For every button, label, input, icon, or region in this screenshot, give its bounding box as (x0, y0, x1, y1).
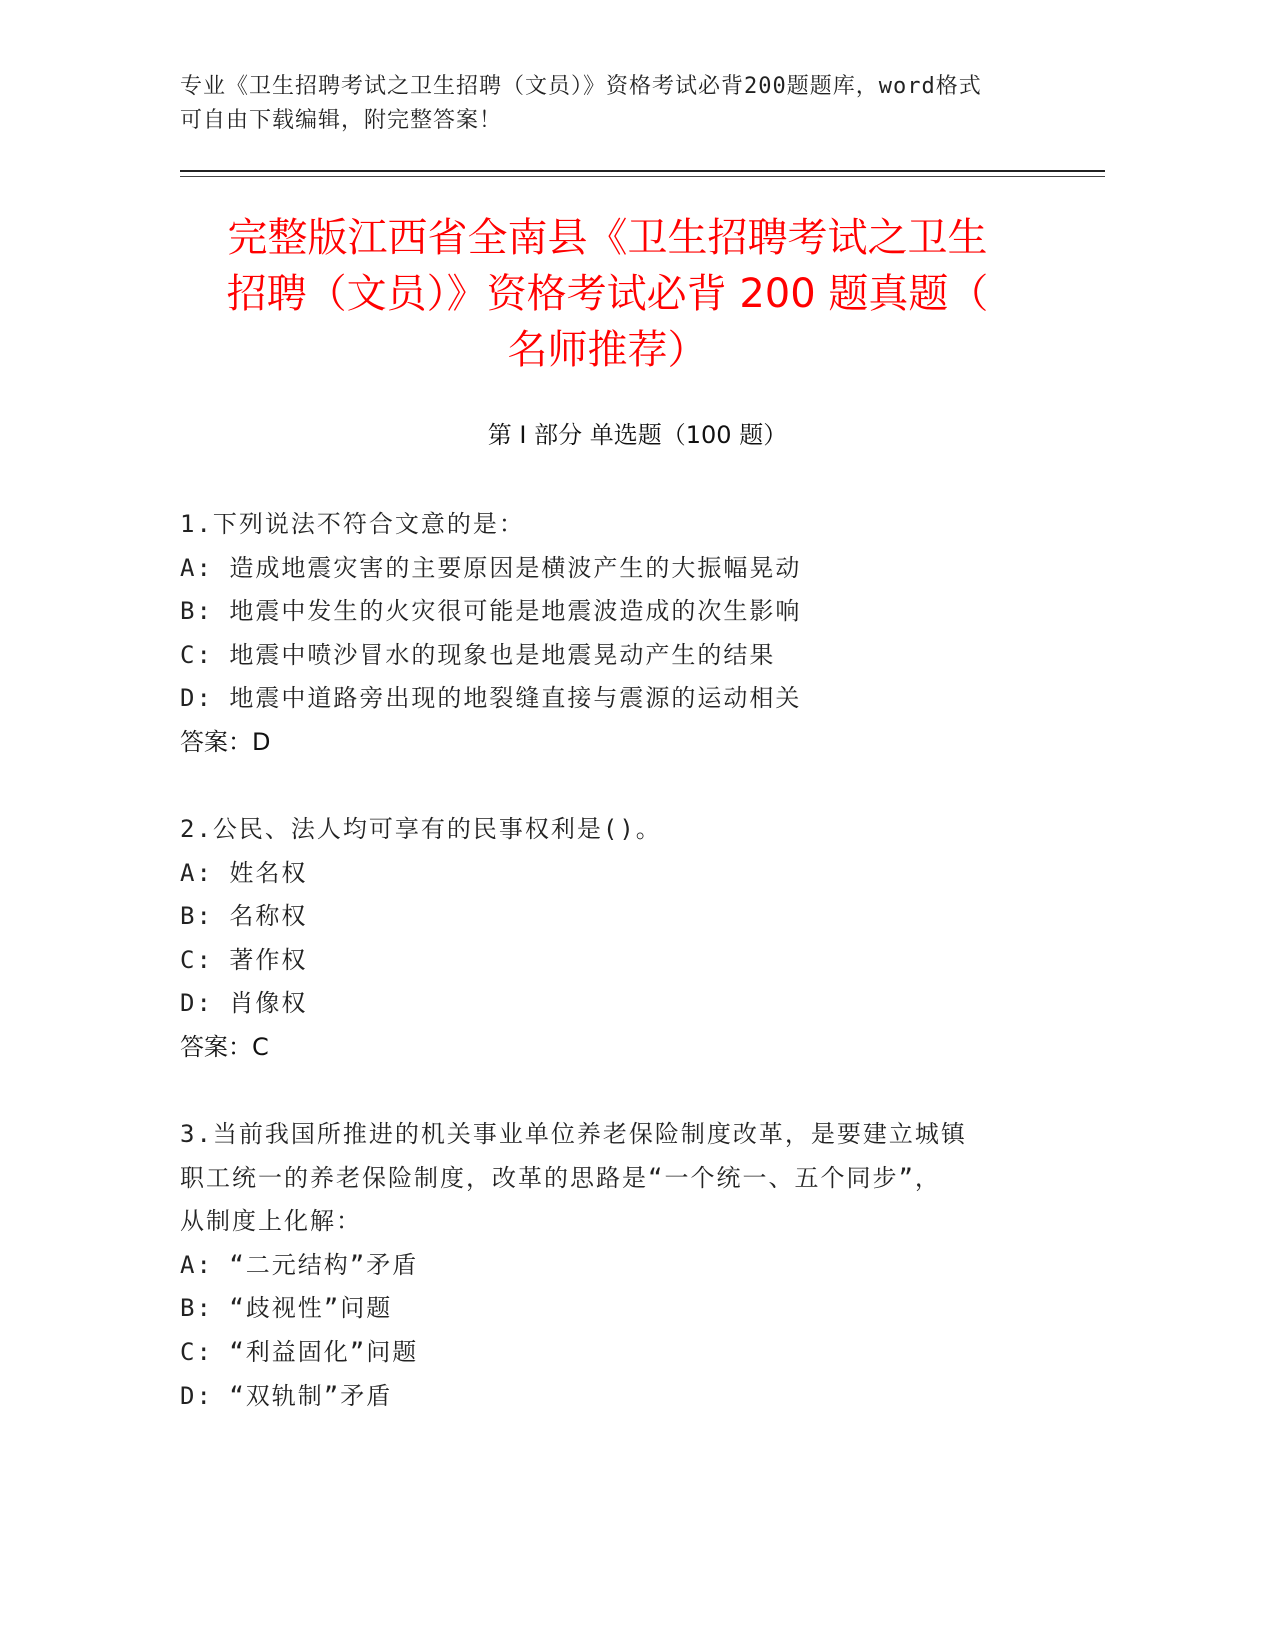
question-2 (180, 808, 1080, 1070)
option-b: B: 名称权 (180, 902, 308, 931)
document-title (170, 210, 1045, 378)
answer: 答案：D (180, 727, 271, 756)
header-note-line-1: 专业《卫生招聘考试之卫生招聘（文员）》资格考试必背200题题库，word格式 (180, 74, 982, 99)
header-note (180, 70, 1040, 138)
question-stem: 1.下列说法不符合文意的是： (180, 510, 525, 538)
header-divider-thick (180, 170, 1105, 172)
question-3 (180, 1113, 1080, 1418)
option-c: C: 地震中喷沙冒水的现象也是地震晃动产生的结果 (180, 640, 776, 669)
option-d: D: 肖像权 (180, 989, 308, 1018)
option-a: A: “二元结构”矛盾 (180, 1250, 419, 1279)
header-note-line-2: 可自由下载编辑，附完整答案！ (180, 108, 503, 133)
header-divider-thin (180, 176, 1105, 177)
option-d: D: “双轨制”矛盾 (180, 1381, 393, 1410)
document-title-line-2: 招聘（文员）》资格考试必背 200 题真题（ (226, 271, 989, 317)
option-b: B: “歧视性”问题 (180, 1294, 393, 1323)
option-d: D: 地震中道路旁出现的地裂缝直接与震源的运动相关 (180, 684, 802, 713)
question-1 (180, 503, 1080, 765)
section-title: 第 I 部分 单选题（100 题） (487, 421, 788, 449)
answer: 答案：C (180, 1032, 269, 1061)
option-c: C: “利益固化”问题 (180, 1337, 419, 1366)
document-title-line-1: 完整版江西省全南县《卫生招聘考试之卫生 (227, 215, 988, 261)
question-stem-line-3: 从制度上化解： (180, 1207, 362, 1236)
option-a: A: 造成地震灾害的主要原因是横波产生的大振幅晃动 (180, 553, 802, 582)
option-c: C: 著作权 (180, 945, 308, 974)
question-stem-line-1: 3.当前我国所推进的机关事业单位养老保险制度改革，是要建立城镇 (180, 1120, 967, 1148)
document-title-line-3: 名师推荐） (507, 327, 708, 373)
question-stem: 2.公民、法人均可享有的民事权利是()。 (180, 815, 662, 843)
option-b: B: 地震中发生的火灾很可能是地震波造成的次生影响 (180, 597, 802, 626)
question-stem-line-2: 职工统一的养老保险制度，改革的思路是“一个统一、五个同步”， (180, 1163, 941, 1192)
option-a: A: 姓名权 (180, 858, 308, 887)
